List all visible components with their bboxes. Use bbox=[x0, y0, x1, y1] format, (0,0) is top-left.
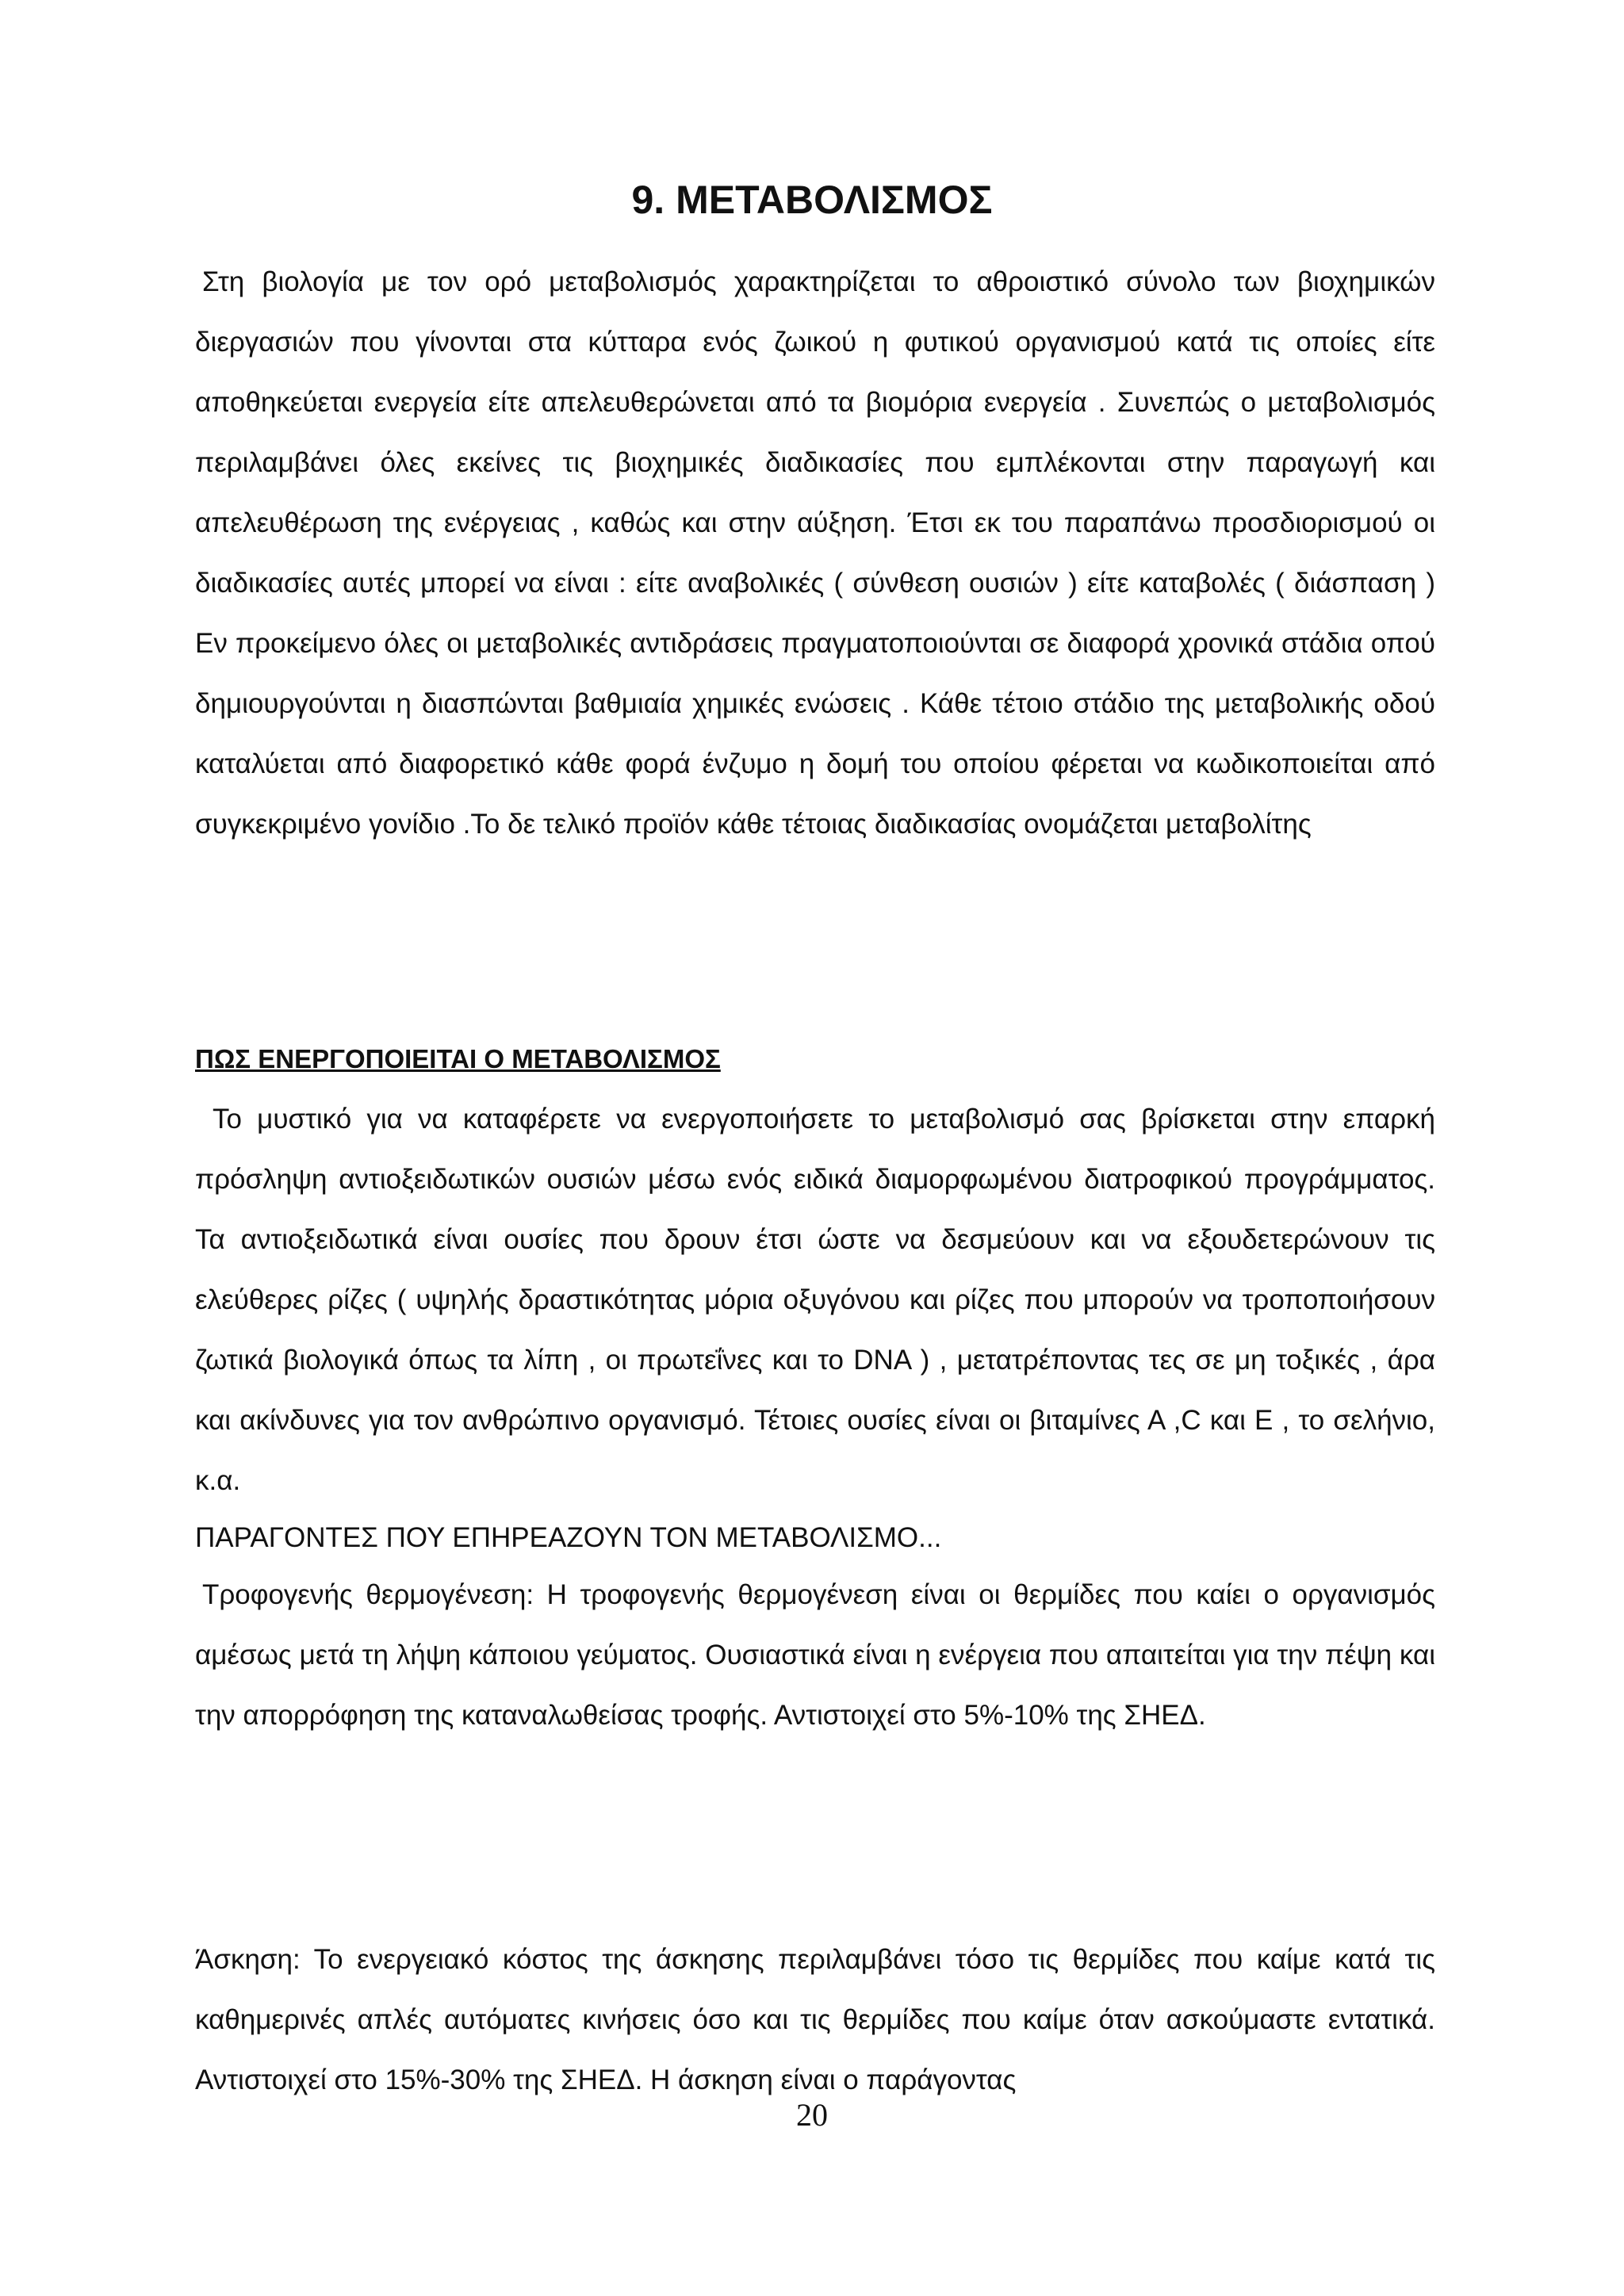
activation-paragraph: Το μυστικό για να καταφέρετε να ενεργοποιήσετε το μεταβολισμό σας βρίσκεται στην επαρκή πρόσληψη αντιοξειδωτικών ουσιών μέσω ενός ειδικά διαμορφωμένου διατροφικού προγράμματος. Τα αντιοξειδωτικά είναι ουσίες που δρουν έτσι ώστε να δεσμεύουν και να εξουδετερώνουν τις ελεύθερες ρίζες ( υψηλής δραστικότητας μόρια οξυγόνου και ρίζες που μπορούν να τροποποιήσουν ζωτικά βιολογικά όπως τα λίπη , οι πρωτεΐνες και το DNA ) , μετατρέποντας τες σε μη τοξικές , άρα και ακίνδυνες για τον ανθρώπινο οργανισμό. Τέτοιες ουσίες είναι οι βιταμίνες Α ,C και Ε , το σελήνιο, κ.α. bbox=[195, 1104, 1435, 1496]
exercise-paragraph: Άσκηση: Το ενεργειακό κόστος της άσκησης περιλαμβάνει τόσο τις θερμίδες που καίμε κατά τις καθημερινές απλές αυτόματες κινήσεις όσο και τις θερμίδες που καίμε όταν ασκούμαστε εντατικά. Αντιστοιχεί στο 15%-30% της ΣΗΕΔ. Η άσκηση είναι ο παράγοντας bbox=[195, 1944, 1435, 2095]
page-number: 20 bbox=[796, 2097, 828, 2133]
section-heading-activation: ΠΩΣ ΕΝΕΡΓΟΠΟΙΕΙΤΑΙ Ο ΜΕΤΑΒΟΛΙΣΜΟΣ bbox=[195, 1044, 721, 1073]
factors-heading: ΠΑΡΑΓΟΝΤΕΣ ΠΟΥ ΕΠΗΡΕΑΖΟΥΝ ΤΟΝ ΜΕΤΑΒΟΛΙΣΜΟ... bbox=[195, 1522, 942, 1553]
thermogenesis-paragraph: Τροφογενής θερμογένεση: Η τροφογενής θερμογένεση είναι οι θερμίδες που καίει ο οργανισμός αμέσως μετά τη λήψη κάποιου γεύματος. Ουσιαστικά είναι η ενέργεια που απαιτείται για την πέψη και την απορρόφηση της καταναλωθείσας τροφής. Αντιστοιχεί στο 5%-10% της ΣΗΕΔ. bbox=[195, 1579, 1435, 1731]
intro-paragraph: Στη βιολογία με τον ορό μεταβολισμός χαρακτηρίζεται το αθροιστικό σύνολο των βιοχημικών διεργασιών που γίνονται στα κύτταρα ενός ζωικού η φυτικού οργανισμού κατά τις οποίες είτε αποθηκεύεται ενεργεία είτε απελευθερώνεται από τα βιομόρια ενεργεία . Συνεπώς ο μεταβολισμός περιλαμβάνει όλες εκείνες τις βιοχημικές διαδικασίες που εμπλέκονται στην παραγωγή και απελευθέρωση της ενέργειας , καθώς και στην αύξηση. Έτσι εκ του παραπάνω προσδιορισμού οι διαδικασίες αυτές μπορεί να είναι : είτε αναβολικές ( σύνθεση ουσιών ) είτε καταβολές ( διάσπαση ) Εν προκείμενο όλες οι μεταβολικές αντιδράσεις πραγματοποιούνται σε διαφορά χρονικά στάδια οπού δημιουργούνται η διασπώνται βαθμιαία χημικές ενώσεις . Κάθε τέτοιο στάδιο της μεταβολικής οδού καταλύεται από διαφορετικό κάθε φορά ένζυμο η δομή του οποίου φέρεται να κωδικοποιείται από συγκεκριμένο γονίδιο .Το δε τελικό προϊόν κάθε τέτοιας διαδικασίας ονομάζεται μεταβολίτης bbox=[195, 266, 1435, 840]
page-title: 9. ΜΕΤΑΒΟΛΙΣΜΟΣ bbox=[631, 178, 993, 222]
